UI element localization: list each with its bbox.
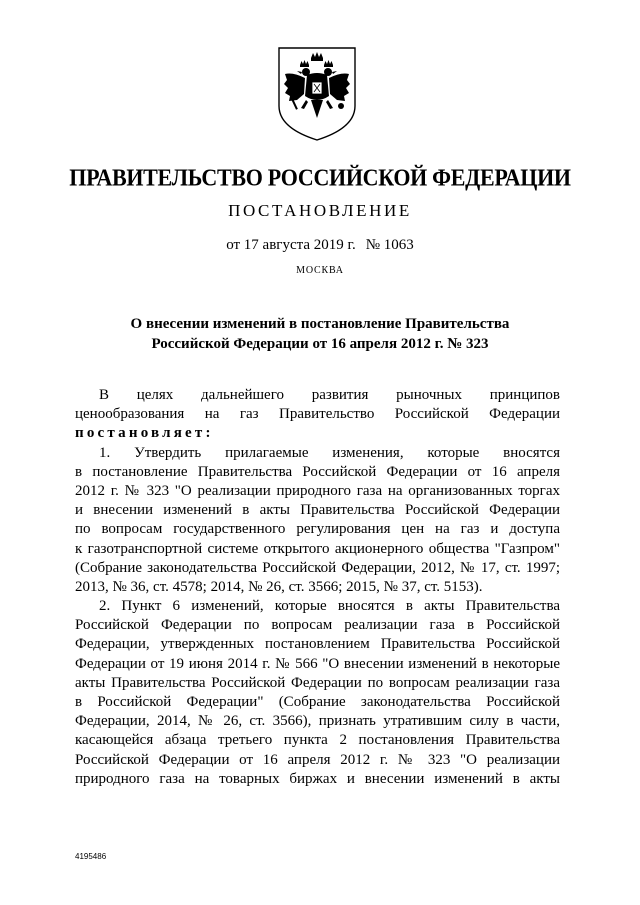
body-line: Российской Федерации от 16 апреля 2012 г. № 323 "О реализации [75,751,560,768]
body-line: Федерации от 19 июня 2014 г. № 566 "О внесении изменений в некоторые [75,655,560,672]
government-heading: ПРАВИТЕЛЬСТВО РОССИЙСКОЙ ФЕДЕРАЦИИ [69,163,571,191]
title-line: О внесении изменений в постановление Правительства [130,316,510,332]
body-line: ценообразования на газ Правительство Российской Федерации [75,406,560,423]
body-line: 2012 г. № 323 "О реализации природного газа на организованных торгах [75,482,560,499]
body-line: в постановление Правительства Российской Федерации от 16 апреля [75,463,560,480]
title-line: Российской Федерации от 16 апреля 2012 г. № 323 [151,336,489,352]
document-date: от 17 августа 2019 г. [226,237,356,253]
resolution-keyword: постановляет: [75,425,214,442]
body-line: 2013, № 36, ст. 4578; 2014, № 26, ст. 3566; 2015, № 37, ст. 5153). [75,578,483,595]
body-line: к газотранспортной системе открытого акционерного общества "Газпром" [75,540,560,557]
document-number: № 1063 [365,237,414,253]
document-title [0,314,640,354]
date-number-line [0,237,640,254]
body-line: (Собрание законодательства Российской Федерации, 2012, № 17, ст. 1997; [75,559,560,576]
body-line: 1. Утвердить прилагаемые изменения, которые вносятся [99,444,560,461]
document-type-heading: ПОСТАНОВЛЕНИЕ [228,201,412,220]
body-line: в Российской Федерации" (Собрание законодательства Российской [75,694,560,710]
body-line: по вопросам государственного регулирования цен на газ и доступа [75,521,560,538]
body-line: 2. Пункт 6 изменений, которые вносятся в акты Правительства [99,598,560,615]
body-line: акты Правительства Российской Федерации по вопросам реализации газа [75,674,560,691]
body-line: и внесении изменений в акты Правительства Российской Федерации [75,502,560,519]
body-line: природного газа на товарных биржах и внесении изменений в акты [75,770,560,787]
body-line: В целях дальнейшего развития рыночных принципов [99,387,560,403]
body-line: Федерации, 2014, № 26, ст. 3566), признать утратившим силу в части, [75,713,560,730]
coat-of-arms-emblem [273,44,361,142]
body-line: Российской Федерации по вопросам реализации газа в Российской [75,617,560,634]
document-body [75,386,560,789]
document-code: 4195486 [75,852,107,861]
body-line: Федерации, утвержденных постановлением Правительства Российской [75,636,560,653]
city-label: МОСКВА [296,265,344,276]
body-line: касающейся абзаца третьего пункта 2 постановления Правительства [75,732,560,749]
